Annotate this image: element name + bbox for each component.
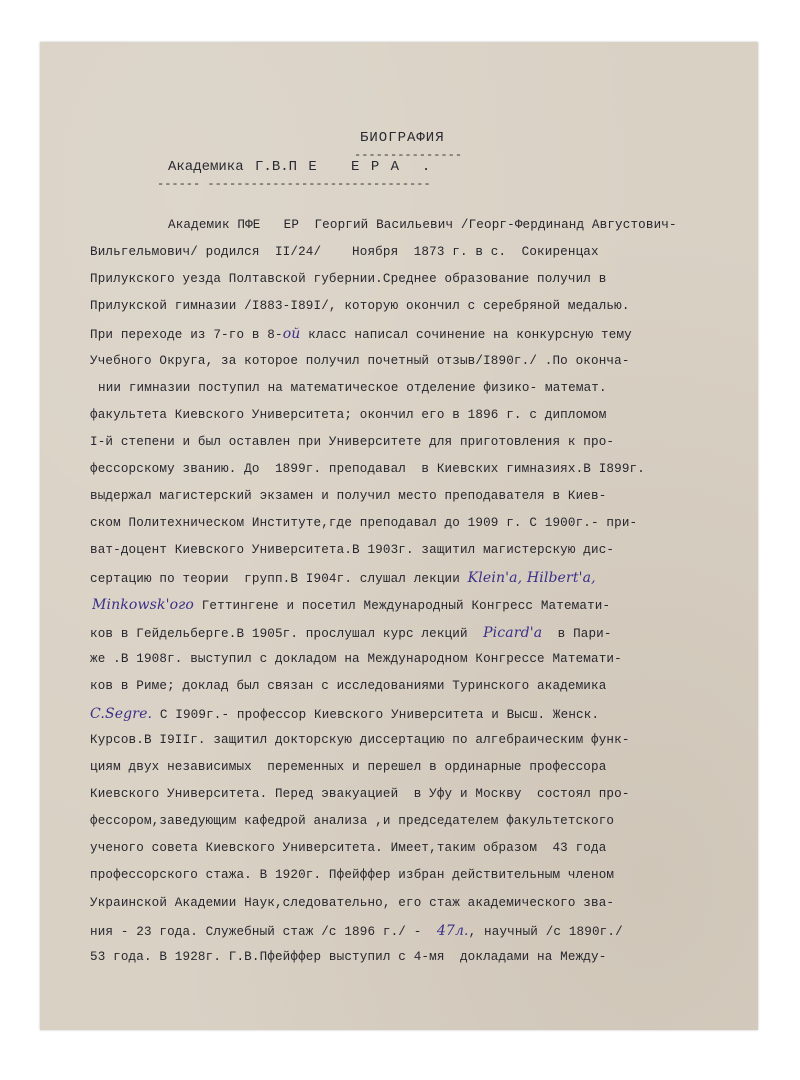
typed-text: выдержал магистерский экзамен и получил место преподавателя в Киев- bbox=[90, 489, 607, 503]
typed-text: же .В 1908г. выступил с докладом на Международном Конгрессе Математи- bbox=[90, 651, 622, 666]
subtitle-underline: ------ ------------------------------- bbox=[157, 177, 431, 191]
typed-text: ков в Гейдельберге.В 1905г. прослушал курс лекций bbox=[90, 626, 484, 641]
typed-text-continued: класс написал сочинение на конкурсную тему bbox=[300, 328, 632, 343]
text-line bbox=[90, 489, 606, 503]
typed-text-continued: Геттингене и посетил Международный Конгресс Математи- bbox=[193, 599, 611, 614]
typed-text: профессорского стажа. В 1920г. Пфейффер избран действительным членом bbox=[90, 868, 615, 883]
typed-text: Академик ПФЕ ЕР Георгий Васильевич /Георг-Фердинанд Августович- bbox=[168, 218, 677, 232]
text-line bbox=[90, 868, 614, 882]
text-line bbox=[168, 218, 677, 232]
typed-text-continued: в Пари- bbox=[542, 626, 612, 641]
typed-text: нии гимназии поступил на математическое отделение физико- математ. bbox=[98, 380, 607, 395]
typed-text: фессорскому званию. До 1899г. преподавал в Киевских гимназиях.В I899г. bbox=[90, 461, 645, 476]
handwritten-insertion: ой bbox=[282, 326, 301, 343]
typed-text: При переходе из 7-го в 8- bbox=[90, 328, 283, 343]
handwritten-insertion: Picard'a bbox=[483, 624, 543, 641]
text-line bbox=[90, 570, 596, 586]
text-line bbox=[90, 625, 612, 641]
typed-text: циям двух независимых переменных и перешел в ординарные профессора bbox=[90, 760, 607, 774]
typed-text: фессором,заведующим кафедрой анализа ,и председателем факультетского bbox=[90, 814, 615, 829]
text-line bbox=[90, 326, 632, 342]
text-line bbox=[90, 435, 614, 449]
typed-text: Прилукской гимназии /I883-I89I/, которую окончил с серебряной медалью. bbox=[90, 299, 630, 314]
typed-text: I-й степени и был оставлен при Университете для приготовления к про- bbox=[90, 434, 615, 449]
document-page bbox=[40, 42, 758, 1030]
typed-text: Курсов.В I9IIг. защитил докторскую диссертацию по алгебраическим функ- bbox=[90, 732, 630, 747]
text-line bbox=[90, 841, 606, 855]
typed-text: Учебного Округа, за которое получил почетный отзыв/I890г./ .По оконча- bbox=[90, 353, 630, 368]
typed-text: ском Политехническом Институте,где преподавал до 1909 г. С 1900г.- при- bbox=[90, 516, 638, 531]
text-line bbox=[90, 462, 645, 476]
typed-text: ученого совета Киевского Университета. Имеет,таким образом 43 года bbox=[90, 841, 607, 856]
text-line bbox=[98, 381, 607, 395]
typed-text: факультета Киевского Университета; окончил его в 1896 г. с дипломом bbox=[90, 407, 607, 422]
document-title: БИОГРАФИЯ bbox=[360, 130, 445, 146]
typed-text: сертацию по теории групп.В I904г. слушал лекции bbox=[90, 572, 468, 587]
text-line bbox=[90, 787, 630, 801]
typed-text: ков в Риме; доклад был связан с исследованиями Туринского академика bbox=[90, 678, 607, 693]
typed-text: 53 года. В 1928г. Г.В.Пфейффер выступил с 4-мя докладами на Между- bbox=[90, 949, 607, 964]
text-line bbox=[90, 299, 630, 313]
text-line bbox=[92, 597, 610, 613]
typed-text: ния - 23 года. Служебный стаж /с 1896 г./ - bbox=[90, 924, 437, 939]
typed-text-continued: , научный /с 1890г./ bbox=[468, 924, 623, 939]
typed-text: ват-доцент Киевского Университета.В 1903г. защитил магистерскую дис- bbox=[90, 543, 615, 558]
typed-text: Вильгельмович/ родился II/24/ Ноября 1873 г. в с. Сокиренцах bbox=[90, 245, 599, 260]
text-line bbox=[90, 516, 637, 530]
text-line bbox=[90, 679, 606, 693]
typed-text: Киевского Университета. Перед эвакуацией в Уфу и Москву состоял про- bbox=[90, 787, 630, 802]
typed-text: Украинской Академии Наук,следовательно, его стаж академического зва- bbox=[90, 895, 615, 910]
handwritten-insertion: 47л. bbox=[436, 922, 469, 939]
text-line bbox=[90, 923, 623, 939]
text-line bbox=[90, 896, 614, 910]
text-line bbox=[90, 245, 599, 259]
text-line bbox=[90, 706, 599, 722]
handwritten-insertion: Minkowsk'ого bbox=[92, 597, 194, 614]
title-underline: --------------- bbox=[354, 148, 463, 162]
text-line bbox=[90, 272, 606, 286]
document-subtitle: Академика Г.В.П Е Е Р А . bbox=[168, 159, 431, 175]
handwritten-insertion: C.Segre. bbox=[90, 705, 153, 722]
text-line bbox=[90, 760, 606, 774]
text-line bbox=[90, 543, 614, 557]
text-line bbox=[90, 814, 614, 828]
text-line bbox=[90, 354, 630, 368]
text-line bbox=[90, 950, 606, 964]
typed-text-continued: С I909г.- профессор Киевского Университета и Высш. Женск. bbox=[152, 707, 600, 722]
typed-text: Прилукского уезда Полтавской губернии.Среднее образование получил в bbox=[90, 272, 607, 287]
text-line bbox=[90, 408, 606, 422]
text-line bbox=[90, 652, 622, 666]
handwritten-insertion: Klein'a, Hilbert'a, bbox=[467, 570, 596, 587]
biography-text bbox=[40, 42, 758, 1030]
text-line bbox=[90, 733, 630, 747]
